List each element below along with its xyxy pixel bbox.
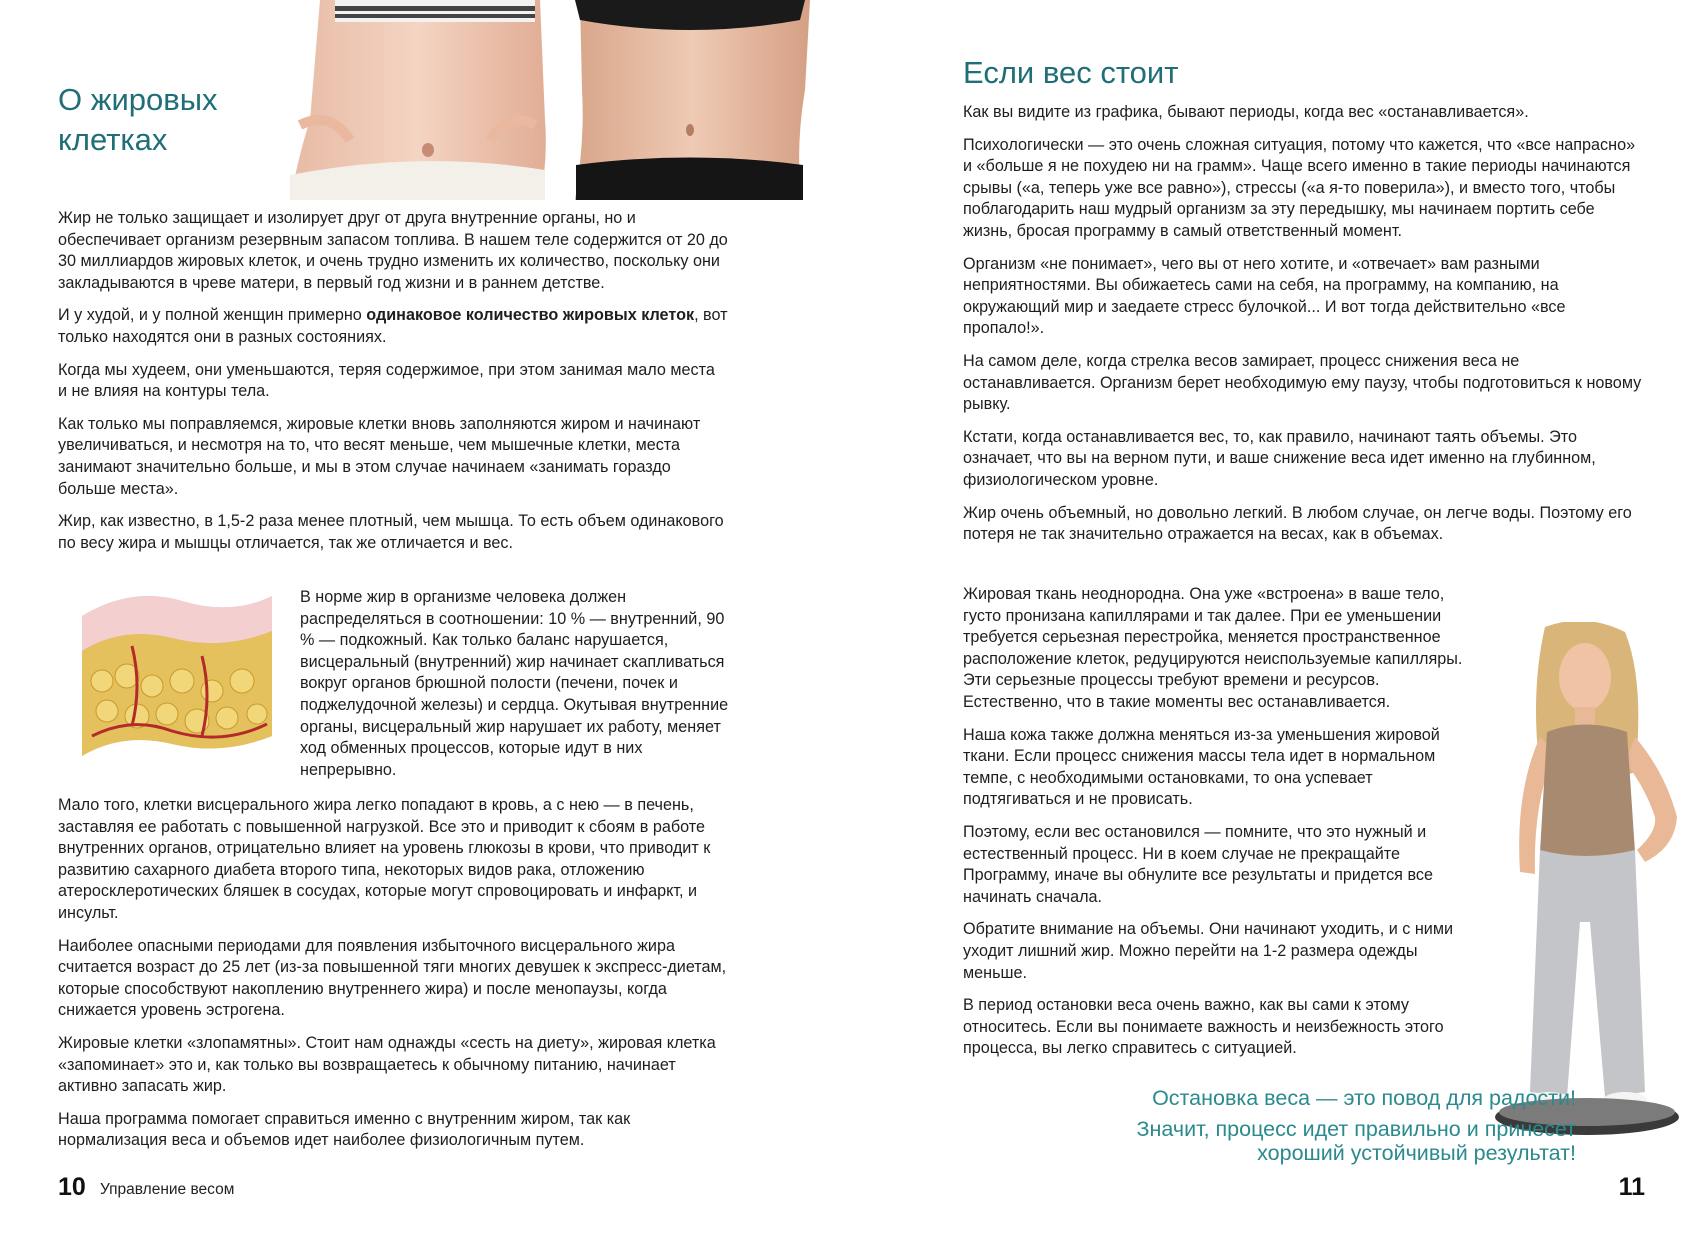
- paragraph: Наша программа помогает справиться именно с внутренним жиром, так как нормализация веса и объемов идет наиболее физиологичным путем.: [58, 1109, 631, 1150]
- abdomens-comparison-photo: [290, 0, 810, 200]
- paragraph: Поэтому, если вес остановился — помните, что это нужный и естественный процесс. Ни в коем случае не прекращайте Программу, иначе вы обнулите все результаты и придется все начинать сначала.: [963, 822, 1433, 906]
- paragraph: Наиболее опасными периодами для появления избыточного висцерального жира считается возраст до 25 лет (из-за повышенной тяги многих девушек к экспресс-диетам, которые способствуют накоплению внутреннего жира) и после менопаузы, когда снижается уровень эстрогена.: [58, 936, 727, 1020]
- paragraph: Кстати, когда останавливается вес, то, как правило, начинают таять объемы. Это означает, что вы на верном пути, и ваше снижение веса идет именно на глубинном, физиологическом уровне.: [963, 427, 1596, 489]
- paragraph: Жировая ткань неоднородна. Она уже «встроена» в ваше тело, густо пронизана капиллярами и так далее. При ее уменьшении требуется серьезная перестройка, меняется пространственное расположение клеток, редуцируются неиспользуемые капилляры. Эти серьезные процессы требуют времени и ресурсов. Естественно, что в такие моменты вес останавливается.: [963, 585, 1463, 711]
- paragraph: Как только мы поправляемся, жировые клетки вновь заполняются жиром и начинают увеличиваться, и несмотря на то, что весят меньше, чем мышечные клетки, места занимают значительно больше, и мы в этом случае начинаем «занимать гораздо больше места».: [58, 414, 701, 498]
- paragraph: Наша кожа также должна меняться из-за уменьшения жировой ткани. Если процесс снижения массы тела идет в нормальном темпе, с необходимыми остановками, то она успевает подтягиваться и не провисать.: [963, 725, 1440, 809]
- quote-conclusion: Значит, процесс идет правильно и принесет хороший устойчивый результат!: [1136, 1117, 1576, 1165]
- page-number-right: 11: [1618, 1173, 1645, 1201]
- paragraph: Жир, как известно, в 1,5-2 раза менее плотный, чем мышца. То есть объем одинакового по весу жира и мышцы отличается, так же отличается и вес.: [58, 512, 724, 552]
- left-wrap-text: [300, 587, 730, 792]
- paragraph-bold-emphasis: [58, 305, 728, 348]
- paragraph-text: , вот только находятся они в разных состояниях.: [58, 306, 728, 346]
- paragraph: Психологически — это очень сложная ситуация, потому что кажется, что «все напрасно» и «больше я не похудею ни на грамм». Чаще всего именно в такие периоды начинаются срывы («а, теперь уже все равно»), стрессы («а я-то поверила»), и вместо того, чтобы поблагодарить наш мудрый организм за эту передышку, мы начинаем портить себе жизнь, бросая программу в самый ответственный момент.: [963, 135, 1636, 240]
- page-heading-left: О жировых клетках: [58, 82, 218, 157]
- right-mid-text: [963, 584, 1483, 1071]
- paragraph: На самом деле, когда стрелка весов замирает, процесс снижения веса не останавливается. Организм берет необходимую ему паузу, чтобы подготовиться к новому рывку.: [963, 351, 1642, 414]
- paragraph: Когда мы худеем, они уменьшаются, теряя содержимое, при этом занимая мало места и не влияя на контуры тела.: [58, 360, 715, 401]
- right-top-text: [963, 102, 1643, 557]
- paragraph: Организм «не понимает», чего вы от него хотите, и «отвечает» вам разными неприятностями. Вы обижаетесь сами на себя, на программу, на компанию, на окружающий мир и заедаете стресс булочкой... И вот тогда действительно «все пропало!».: [963, 254, 1566, 338]
- section-title: Управление весом: [100, 1181, 235, 1198]
- paragraph: Жировые клетки «злопамятны». Стоит нам однажды «сесть на диету», жировая клетка «запоминает» это и, как только вы возвращаетесь к обычному питанию, начинает активно запасать жир.: [58, 1033, 716, 1096]
- bold-phrase: одинаковое количество жировых клеток: [366, 306, 695, 325]
- page-heading-right: Если вес стоит: [963, 55, 1179, 90]
- paragraph-text: И у худой, и у полной женщин примерно: [58, 306, 367, 325]
- paragraph: Мало того, клетки висцерального жира легко попадают в кровь, а с нею — в печень, заставляя ее работать с повышенной нагрузкой. Все это и приводит к сбоям в работе внутренних органов, отрицательно влияет на уровень глюкозы в крови, что приводит к развитию сахарного диабета второго типа, некоторых видов рака, отложению атеросклеротических бляшек в сосудах, которые могут спровоцировать и инфаркт, и инсульт.: [58, 796, 711, 922]
- right-page: [845, 0, 1689, 1240]
- left-top-text: [58, 208, 728, 565]
- woman-on-scale-photo: [1485, 622, 1689, 1142]
- paragraph: В норме жир в организме человека должен распределяться в соотношении: 10 % — внутренний, 90 % — подкожный. Как только баланс нарушается, висцеральный (внутренний) жир начинает скапливаться вокруг органов брюшной полости (печени, почек и поджелудочной железы) и сердца. Окутывая внутренние органы, висцеральный жир нарушает их работу, меняет ход обменных процессов, которые идут в них непрерывно.: [300, 588, 729, 779]
- paragraph: Обратите внимание на объемы. Они начинают уходить, и с ними уходит лишний жир. Можно перейти на 1-2 размера одежды меньше.: [963, 920, 1453, 982]
- quote-highlight: Остановка веса — это повод для радости!: [1152, 1086, 1576, 1110]
- paragraph: Жир не только защищает и изолирует друг от друга внутренние органы, но и обеспечивает организм резервным запасом топлива. В нашем теле содержится от 20 до 30 миллиардов жировых клеток, и очень трудно изменить их количество, поскольку они закладываются в чреве матери, в первый год жизни и в раннем детстве.: [58, 209, 728, 292]
- page-number-left: 10: [58, 1173, 86, 1201]
- fat-tissue-illustration: [72, 586, 274, 778]
- paragraph: Как вы видите из графика, бывают периоды, когда вес «останавливается».: [963, 103, 1529, 121]
- left-bottom-text: [58, 795, 728, 1163]
- paragraph: В период остановки веса очень важно, как вы сами к этому относитесь. Если вы понимаете важность и неизбежность этого процесса, вы легко справитесь с ситуацией.: [963, 996, 1444, 1058]
- paragraph: Жир очень объемный, но довольно легкий. В любом случае, он легче воды. Поэтому его потеря не так значительно отражается на весах, как в объемах.: [963, 503, 1632, 544]
